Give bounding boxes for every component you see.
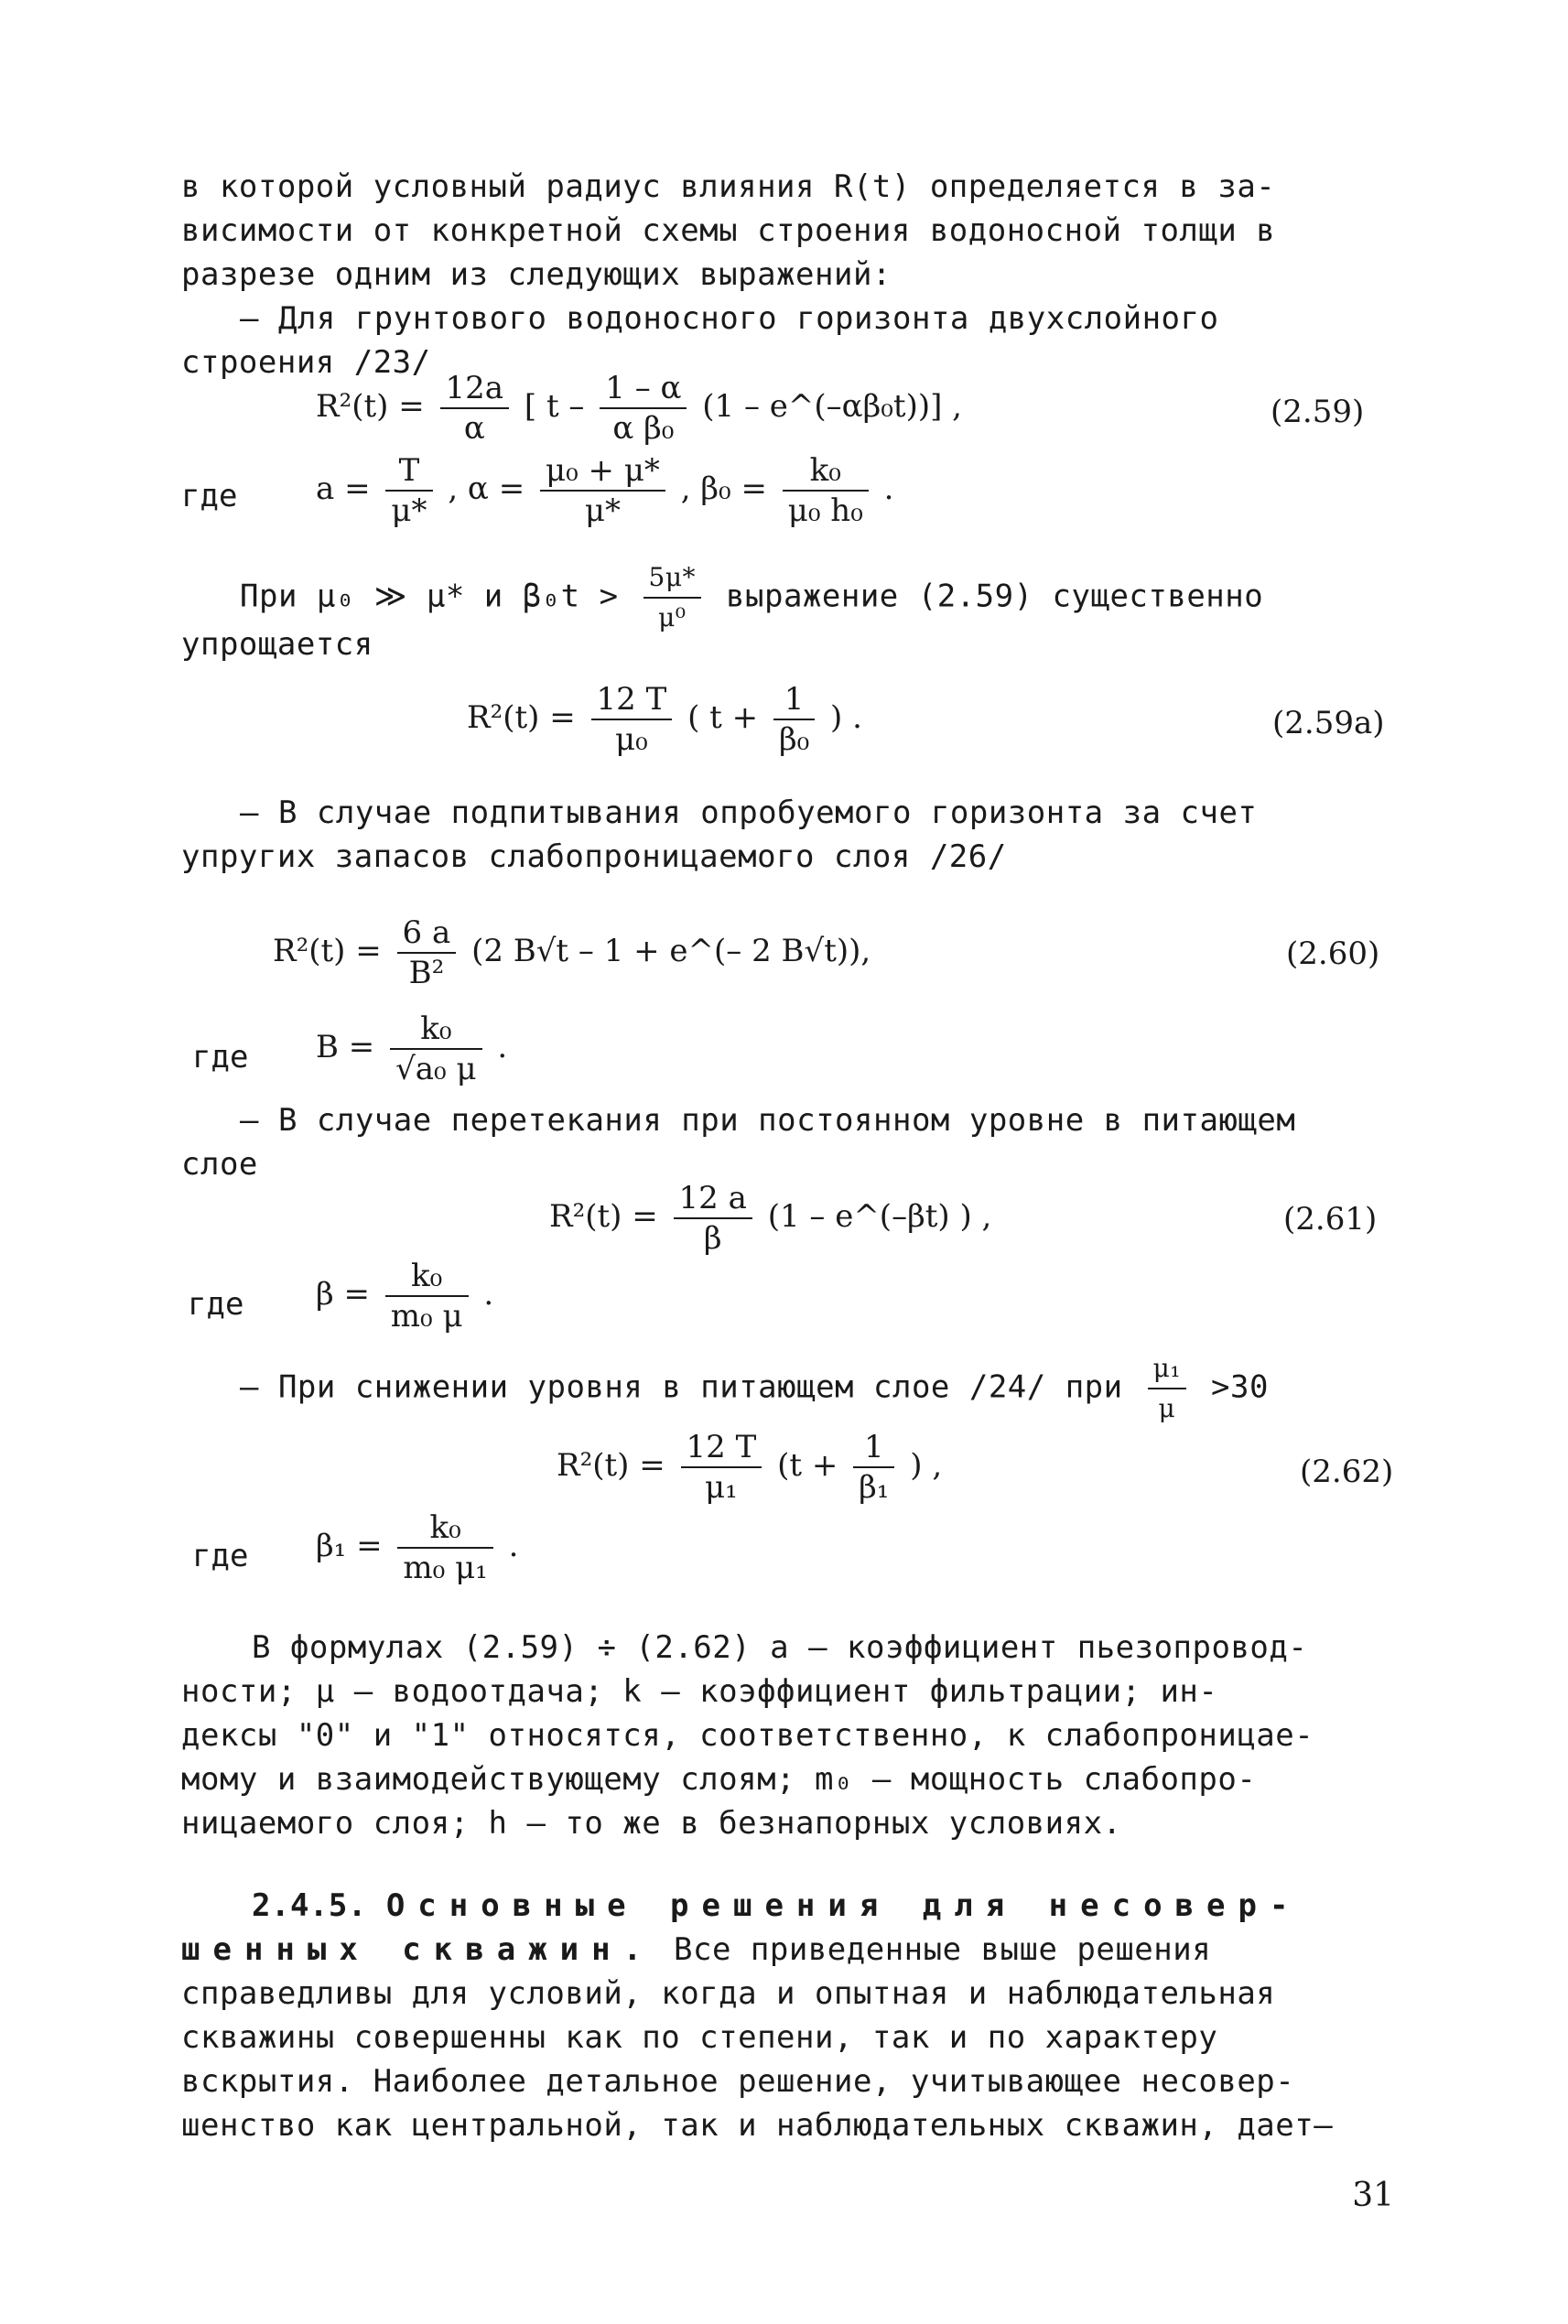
legend-line-4: мому и взаимодействующему слоям; m₀ – мощность слабопро- xyxy=(181,1761,1257,1798)
case4-line-1 xyxy=(240,1351,1269,1426)
case3-line-1: – В случае перетекания при постоянном уровне в питающем xyxy=(240,1102,1296,1139)
eq262-frac2 xyxy=(853,1430,894,1505)
case4-cond-den: μ xyxy=(1158,1393,1176,1423)
where259-beta-den: μ₀ h₀ xyxy=(787,492,863,529)
where-260-definition xyxy=(316,1011,507,1086)
where259-a-num: T xyxy=(385,453,432,492)
case2-line-1: – В случае подпитывания опробуемого горизонта за счет xyxy=(240,794,1258,831)
case4-cond-num: μ₁ xyxy=(1148,1351,1186,1389)
where262-lhs: β₁ = xyxy=(316,1528,383,1564)
equation-2-62 xyxy=(557,1430,942,1505)
where-label-259: где xyxy=(181,478,238,514)
where262-den: m₀ μ₁ xyxy=(403,1550,488,1586)
eq262-frac1-num: 12 T xyxy=(681,1430,762,1468)
eq261-lhs: R²(t) = xyxy=(549,1198,658,1235)
section-heading-line-2 xyxy=(181,1928,1211,1972)
case1-line-1: – Для грунтового водоносного горизонта двухслойного xyxy=(240,300,1219,337)
eq260-frac-num: 6 a xyxy=(397,915,457,954)
eq262-number: (2.62) xyxy=(1300,1454,1394,1490)
legend-line-2: ности; μ – водоотдача; k – коэффициент фильтрации; ин- xyxy=(181,1673,1218,1710)
case4-text: – При снижении уровня в питающем слое /24/ при xyxy=(240,1368,1123,1406)
eq259-frac2-den: α β₀ xyxy=(612,410,675,447)
eq259a-frac1-den: μ₀ xyxy=(615,721,648,758)
eq261-frac-den: β xyxy=(703,1220,722,1257)
where259-alpha-lhs: , α = xyxy=(448,470,525,507)
eq259-frac1-den: α xyxy=(463,410,485,447)
eq259a-frac2-den: β₀ xyxy=(778,721,810,758)
eq259a-lhs: R²(t) = xyxy=(467,699,576,736)
where259-end: . xyxy=(883,470,894,507)
where261-den: m₀ μ xyxy=(390,1298,463,1335)
eq259a-tail: ) . xyxy=(830,699,862,736)
where259-beta-frac xyxy=(783,453,869,528)
section-line-1-rest: Все приведенные выше решения xyxy=(674,1931,1212,1968)
section-title-part-1: Основные решения для несовер- xyxy=(385,1887,1302,1924)
where259-a-den: μ* xyxy=(391,492,427,529)
eq262-frac1 xyxy=(681,1430,762,1505)
where260-den: √a₀ μ xyxy=(395,1051,477,1087)
section-heading-line-1 xyxy=(252,1884,1301,1928)
section-line-3: справедливы для условий, когда и опытная и наблюдательная xyxy=(181,1975,1276,2012)
simplify-line-1-a: При μ₀ ≫ μ* и β₀t > xyxy=(240,578,619,615)
intro-line-2: висимости от конкретной схемы строения водоносной толщи в xyxy=(181,212,1276,249)
where261-num: k₀ xyxy=(385,1259,469,1297)
case2-line-2: упругих запасов слабопроницаемого слоя /26/ xyxy=(181,838,1007,875)
equation-2-59a xyxy=(467,682,862,757)
eq262-frac1-den: μ₁ xyxy=(705,1469,738,1506)
where259-beta-num: k₀ xyxy=(783,453,869,492)
where-262-definition xyxy=(316,1510,518,1585)
section-number: 2.4.5. xyxy=(252,1887,367,1924)
simplify-line-1-b: выражение (2.59) существенно xyxy=(726,578,1264,615)
eq262-frac2-den: β₁ xyxy=(859,1469,890,1506)
where261-end: . xyxy=(483,1276,494,1313)
eq262-frac2-num: 1 xyxy=(853,1430,894,1468)
where259-alpha-den: μ* xyxy=(584,492,622,529)
legend-line-1: В формулах (2.59) ÷ (2.62) a – коэффициент пьезопровод- xyxy=(252,1629,1308,1666)
legend-line-3: дексы "0" и "1" относятся, соответственно, к слабопроницае- xyxy=(181,1717,1314,1754)
where262-frac xyxy=(397,1510,492,1585)
case1-line-2: строения /23/ xyxy=(181,344,431,381)
section-line-5: вскрытия. Наиболее детальное решение, учитывающее несовер- xyxy=(181,2063,1295,2100)
eq260-tail: (2 B√t – 1 + e^(– 2 B√t)), xyxy=(471,933,871,969)
eq259a-frac2 xyxy=(773,682,815,757)
where259-alpha-num: μ₀ + μ* xyxy=(540,453,665,492)
where-261-definition xyxy=(316,1259,493,1334)
eq260-number: (2.60) xyxy=(1286,935,1380,972)
where-label-261: где xyxy=(188,1286,244,1323)
case4-cond-tail: >30 xyxy=(1211,1368,1269,1406)
eq259-number: (2.59) xyxy=(1271,394,1365,430)
eq259-frac2-num: 1 – α xyxy=(600,371,687,409)
intro-line-3: разрезе одним из следующих выражений: xyxy=(181,256,892,293)
intro-line-1: в которой условный радиус влияния R(t) определяется в за- xyxy=(181,168,1276,205)
simplify-cond-den: μ⁰ xyxy=(658,602,687,632)
where259-beta-lhs: , β₀ = xyxy=(680,470,767,507)
equation-2-60 xyxy=(273,915,871,990)
where260-frac xyxy=(390,1011,481,1086)
where261-lhs: β = xyxy=(316,1276,370,1313)
eq259a-frac2-num: 1 xyxy=(773,682,815,720)
where261-frac xyxy=(385,1259,469,1334)
where260-lhs: B = xyxy=(316,1029,375,1065)
eq261-number: (2.61) xyxy=(1283,1201,1378,1238)
where262-num: k₀ xyxy=(397,1510,492,1549)
section-title-part-2: шенных скважин. xyxy=(181,1931,655,1968)
eq259a-mid: ( t + xyxy=(687,699,759,736)
eq259-frac1 xyxy=(440,371,510,446)
where-259-definitions xyxy=(316,453,893,528)
equation-2-61 xyxy=(549,1181,991,1256)
eq261-tail: (1 – e^(–βt) ) , xyxy=(767,1198,992,1235)
eq262-lhs: R²(t) = xyxy=(557,1447,665,1484)
eq259-frac1-num: 12a xyxy=(440,371,510,409)
simplify-line-1 xyxy=(240,560,1263,635)
where259-a-frac xyxy=(385,453,432,528)
case3-line-2: слое xyxy=(181,1146,258,1183)
eq262-tail: ) , xyxy=(910,1447,943,1484)
simplify-line-2: упрощается xyxy=(181,626,373,663)
eq259a-frac1 xyxy=(591,682,673,757)
page-number: 31 xyxy=(1352,2177,1394,2214)
where259-alpha-frac xyxy=(540,453,665,528)
where260-end: . xyxy=(497,1029,508,1065)
where260-num: k₀ xyxy=(390,1011,481,1050)
where-label-262: где xyxy=(192,1538,249,1574)
eq259a-number: (2.59a) xyxy=(1272,705,1385,741)
eq259-tail: (1 – e^(–αβ₀t))] , xyxy=(702,388,962,425)
eq259-mid: [ t – xyxy=(524,388,585,425)
simplify-cond-num: 5μ* xyxy=(643,560,702,599)
eq261-frac xyxy=(674,1181,752,1256)
eq261-frac-num: 12 a xyxy=(674,1181,752,1219)
eq259-lhs: R²(t) = xyxy=(316,388,425,425)
section-line-6: шенство как центральной, так и наблюдательных скважин, дает– xyxy=(181,2107,1334,2144)
legend-line-5: ницаемого слоя; h – то же в безнапорных условиях. xyxy=(181,1805,1122,1842)
eq260-lhs: R²(t) = xyxy=(273,933,382,969)
equation-2-59 xyxy=(316,371,962,446)
where259-a-lhs: a = xyxy=(316,470,371,507)
eq262-mid: (t + xyxy=(777,1447,838,1484)
eq259a-frac1-num: 12 T xyxy=(591,682,673,720)
case4-cond-frac xyxy=(1148,1351,1186,1426)
eq260-frac xyxy=(397,915,457,990)
section-line-4: скважины совершенны как по степени, так и по характеру xyxy=(181,2019,1218,2056)
where262-end: . xyxy=(508,1528,519,1564)
simplify-cond-frac xyxy=(643,560,702,635)
eq260-frac-den: B² xyxy=(408,955,445,991)
eq259-frac2 xyxy=(600,371,687,446)
where-label-260: где xyxy=(192,1039,249,1076)
